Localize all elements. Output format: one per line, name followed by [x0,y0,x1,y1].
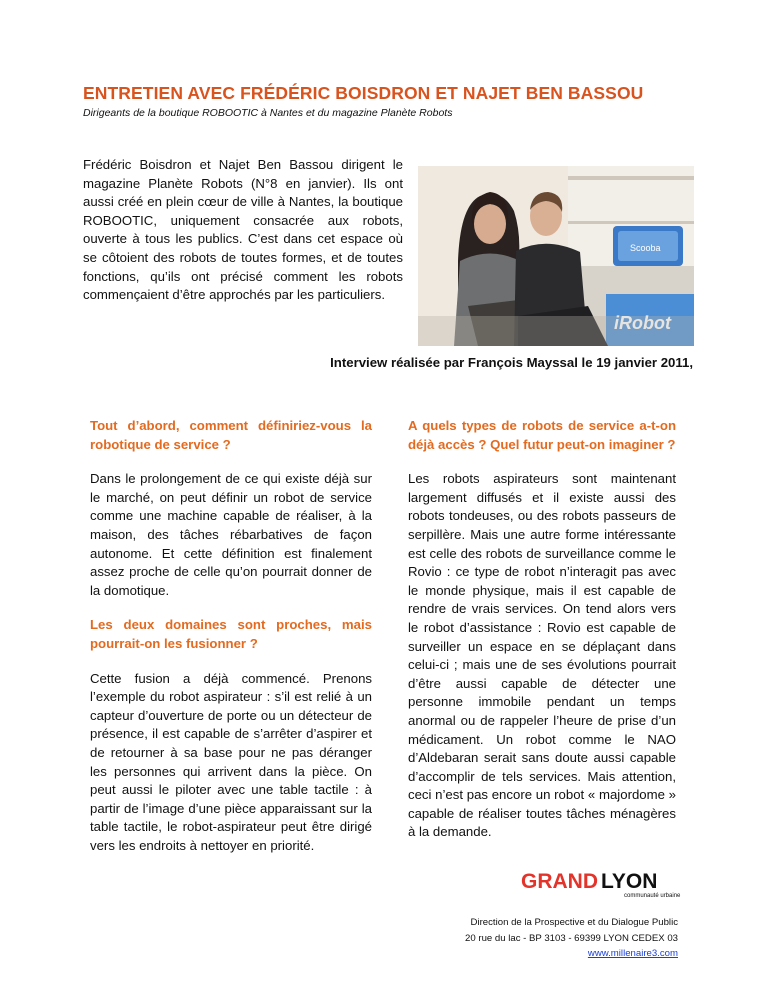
answer-3: Les robots aspirateurs sont maintenant largement diffusés et il existe aussi des robots tondeuses, ou des robots passeurs de serpillère. Mais une autre forme intéressante est celle des robots de surveillance comme le Rovio : ce type de robot n’interagit pas avec le monde physique, mais il est capable de rendre de vrais services. On tend alors vers le robot d’assistance : Rovio est capable de surveiller un espace en se déplaçant dans celui-ci ; mais une de ses évolutions pourrait d’être aussi capable de détecter une personne immobile pendant un temps anormal ou de rappeler l’heure de prise d’un médicament. Un robot comme le NAO d’Aldebaran serait sans doute aussi capable d’accomplir de tels services. Mais attention, ceci n’est pas encore un robot « majordome » capable de réaliser toutes tâches ménagères à la demande. [408,471,676,840]
left-column [90,417,372,871]
interviewees-photo [418,166,694,346]
question-1: Tout d’abord, comment définiriez-vous la robotique de service ? [90,418,372,452]
answer-1: Dans le prolongement de ce qui existe déjà sur le marché, on peut définir un robot de service comme une machine capable de réaliser, à la maison, des tâches rébarbatives de façon autonome. Et cette définition est finalement assez proche de celle qu’on pourrait donner de la domotique. [90,471,372,598]
page-title: ENTRETIEN AVEC FRÉDÉRIC BOISDRON ET NAJET BEN BASSOU [83,83,644,103]
footer-direction: Direction de la Prospective et du Dialogue Public [470,917,678,928]
footer-address [420,915,678,962]
right-column [408,417,676,858]
footer-website-link[interactable]: www.millenaire3.com [587,948,678,959]
intro-paragraph: Frédéric Boisdron et Najet Ben Bassou dirigent le magazine Planète Robots (N°8 en janvier). Ils ont aussi créé en plein cœur de ville à Nantes, la boutique ROBOOTIC, uniquement consacrée aux robots, ouverte à tous les publics. C’est dans cet espace où se côtoient des robots de toutes formes, et de toutes fonctions, qu’ils ont précisé comment les robots commençaient d’être approchés par les particuliers. [83,157,403,303]
page-subtitle: Dirigeants de la boutique ROBOOTIC à Nantes et du magazine Planète Robots [83,107,453,119]
irobot-sign-text: iRobot [614,313,671,333]
answer-2: Cette fusion a déjà commencé. Prenons l’exemple du robot aspirateur : s’il est relié à un capteur d’ouverture de porte ou un détecteur de présence, il est capable de s’arrêter d’aspirer et de retourner à sa base pour ne pas déranger les personnes qui arrivent dans la pièce. On peut aussi le piloter avec une table tactile : à partir de l’image d’une pièce apparaissant sur la table tactile, le robot-aspirateur peut être dirigé vers les endroits à nettoyer en priorité. [90,670,372,853]
product-box-text: Scooba [630,243,661,253]
logo-grand-text: GRAND [521,870,598,893]
question-3: A quels types de robots de service a-t-on déjà accès ? Quel futur peut-on imaginer ? [408,418,676,452]
logo-tagline-text: communauté urbaine [624,893,681,899]
question-2: Les deux domaines sont proches, mais pourrait-on les fusionner ? [90,617,372,651]
grandlyon-logo [521,868,681,900]
logo-lyon-text: LYON [601,870,658,893]
interview-byline: Interview réalisée par François Mayssal le 19 janvier 2011, [330,355,693,370]
footer-street: 20 rue du lac - BP 3103 - 69399 LYON CEDEX 03 [465,932,678,944]
